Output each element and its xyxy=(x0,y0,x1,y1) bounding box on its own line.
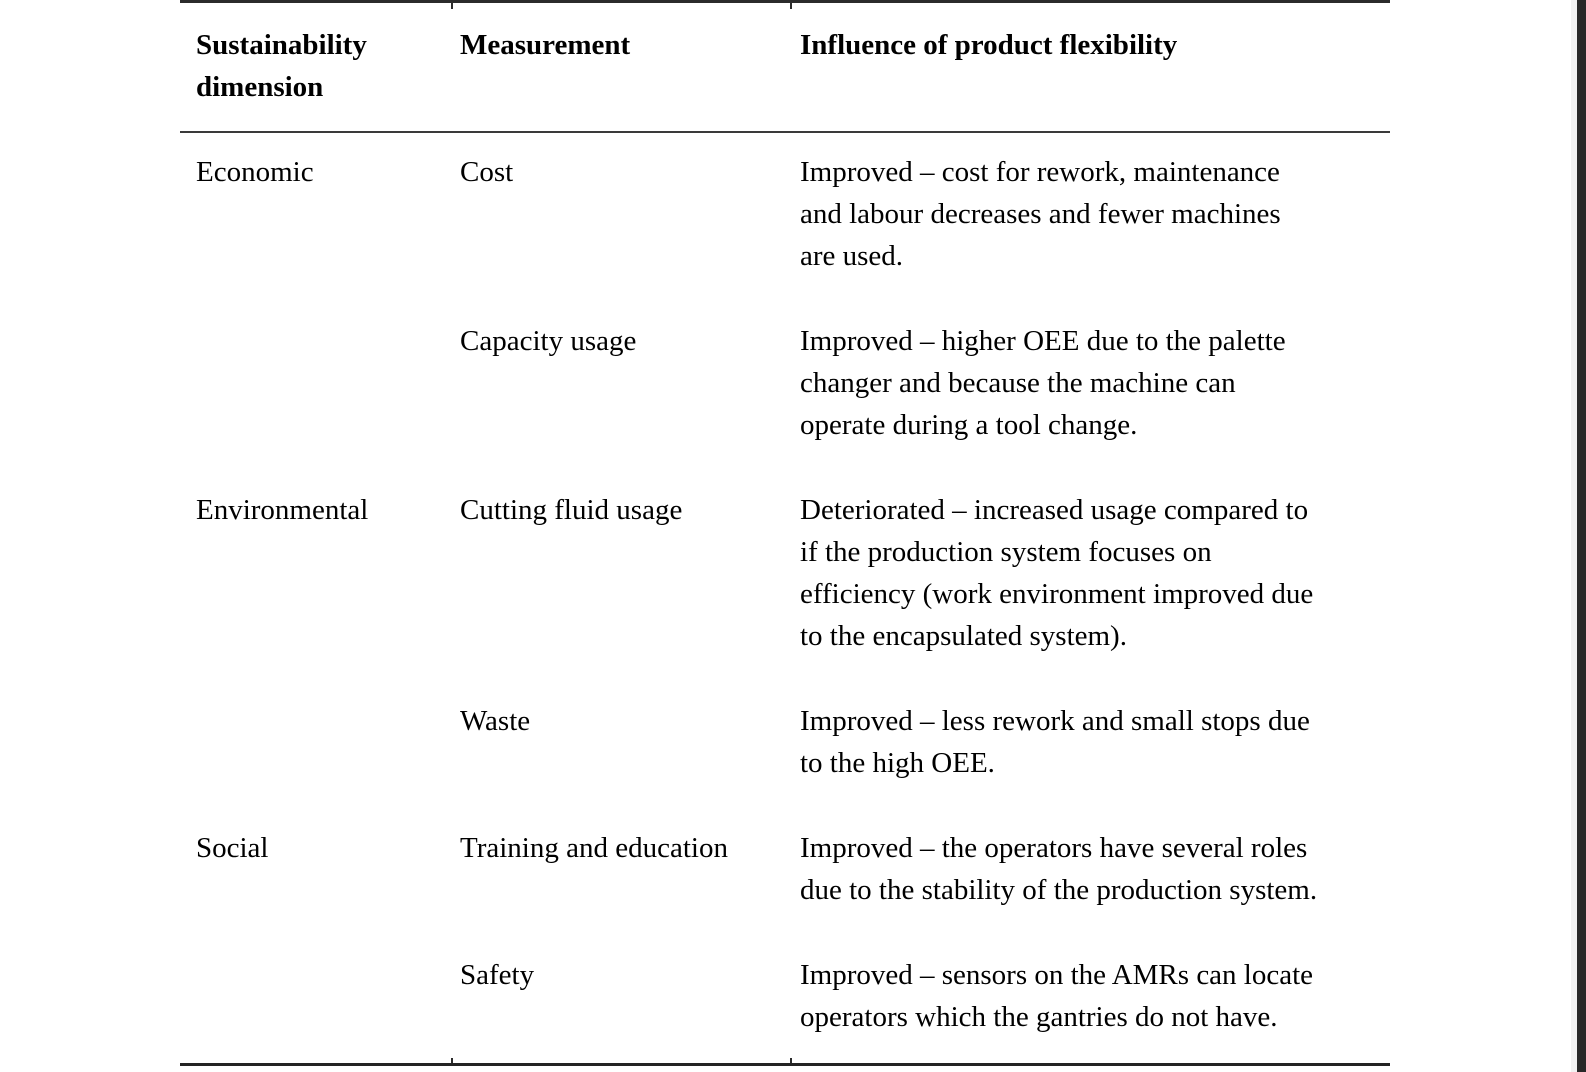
cell-measurement: Training and education xyxy=(460,832,728,864)
cell-dimension: Social xyxy=(196,832,269,864)
cell-dimension: Environmental xyxy=(196,494,369,526)
influence-line: Improved – sensors on the AMRs can locate xyxy=(800,959,1314,991)
cell-influence xyxy=(790,827,1390,911)
table-row xyxy=(180,151,1390,277)
cell-measurement: Cost xyxy=(460,156,514,188)
column-divider-tick xyxy=(790,1058,792,1063)
column-header-measurement: Measurement xyxy=(460,29,631,61)
cell-influence xyxy=(790,320,1390,446)
cell-influence xyxy=(790,700,1390,784)
influence-line: due to the stability of the production system. xyxy=(800,874,1318,906)
influence-line: Improved – higher OEE due to the palette xyxy=(800,325,1286,357)
column-header-sustainability-dimension: Sustainability dimension xyxy=(196,29,367,103)
cell-dimension: Economic xyxy=(196,156,314,188)
cell-influence xyxy=(790,151,1390,277)
column-divider-tick xyxy=(451,3,453,9)
influence-line: Deteriorated – increased usage compared to xyxy=(800,494,1309,526)
cell-measurement: Waste xyxy=(460,705,531,737)
cell-dimension xyxy=(180,320,451,446)
header-separator-rule xyxy=(180,131,1390,133)
table-row xyxy=(180,700,1390,784)
right-window-edge xyxy=(1577,0,1586,1072)
table-top-rule xyxy=(180,0,1390,3)
table-row xyxy=(180,320,1390,446)
table-row xyxy=(180,954,1390,1038)
cell-measurement: Capacity usage xyxy=(460,325,637,357)
cell-measurement: Safety xyxy=(460,959,535,991)
cell-dimension xyxy=(180,700,451,784)
influence-line: Improved – cost for rework, maintenance xyxy=(800,156,1280,188)
influence-line: efficiency (work environment improved due xyxy=(800,578,1314,610)
influence-line: Improved – the operators have several roles xyxy=(800,832,1308,864)
table-row xyxy=(180,489,1390,657)
influence-line: Improved – less rework and small stops due xyxy=(800,705,1310,737)
influence-line: if the production system focuses on xyxy=(800,536,1212,568)
table-bottom-rule xyxy=(180,1063,1390,1066)
sustainability-table xyxy=(180,0,1390,1066)
cell-influence xyxy=(790,954,1390,1038)
influence-line: are used. xyxy=(800,240,904,272)
influence-line: and labour decreases and fewer machines xyxy=(800,198,1281,230)
column-divider-tick xyxy=(451,1058,453,1063)
cell-dimension xyxy=(180,954,451,1038)
influence-line: operate during a tool change. xyxy=(800,409,1138,441)
influence-line: changer and because the machine can xyxy=(800,367,1236,399)
table-header-row xyxy=(180,3,1390,108)
cell-measurement: Cutting fluid usage xyxy=(460,494,683,526)
table-body xyxy=(180,151,1390,1038)
influence-line: to the high OEE. xyxy=(800,747,995,779)
influence-line: operators which the gantries do not have. xyxy=(800,1001,1278,1033)
cell-influence xyxy=(790,489,1390,657)
column-header-influence: Influence of product flexibility xyxy=(800,29,1178,61)
column-divider-tick xyxy=(790,3,792,9)
influence-line: to the encapsulated system). xyxy=(800,620,1127,652)
table-row xyxy=(180,827,1390,911)
